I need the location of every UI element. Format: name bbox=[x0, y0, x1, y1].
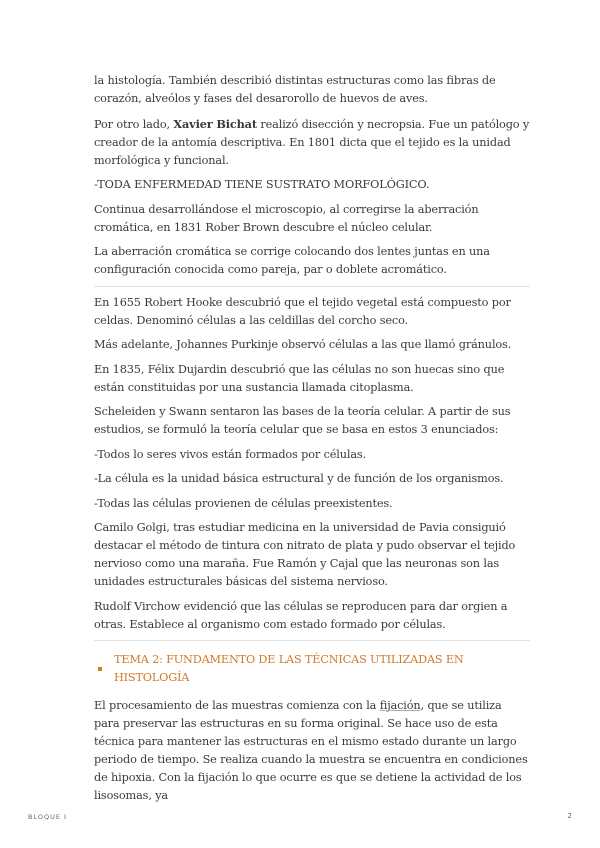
document-body bbox=[94, 72, 530, 812]
square-bullet-icon bbox=[98, 667, 102, 671]
paragraph: Camilo Golgi, tras estudiar medicina en la universidad de Pavia consiguió destacar el método de tintura con nitrato de plata y pudo observar el tejido nervioso como una maraña. Fue Ramón y Cajal que las neuronas son las unidades estructurales básicas del sistema nervioso. bbox=[94, 521, 516, 588]
divider bbox=[94, 286, 530, 287]
divider bbox=[94, 640, 530, 641]
paragraph: la histología. También describió distintas estructuras como las fibras de corazón, alveólos y fases del desarorollo de huevos de aves. bbox=[94, 74, 496, 105]
paragraph-text: , que se utiliza para preservar las estructuras en su forma original. Se hace uso de esta técnica para mantener las estructuras en el mismo estado durante un largo periodo de tiempo. Se realiza cuando la muestra se encuentra en condiciones de hipoxia. Con la fijación lo que ocurre es que se detiene la actividad de los lisosomas, ya bbox=[94, 699, 528, 802]
page-number: 2 bbox=[567, 812, 572, 820]
paragraph: Más adelante, Johannes Purkinje observó células a las que llamó gránulos. bbox=[94, 338, 512, 351]
paragraph: Rudolf Virchow evidenció que las células se reproducen para dar orgien a otras. Establece al organismo com estado formado por células. bbox=[94, 599, 508, 631]
section-heading-text: TEMA 2: FUNDAMENTO DE LAS TÉCNICAS UTILIZADAS EN HISTOLOGÍA bbox=[114, 653, 464, 684]
list-item: -Todas las células provienen de células preexistentes. bbox=[94, 496, 393, 510]
paragraph: La aberración cromática se corrige colocando dos lentes juntas en una configuración conocida como pareja, par o doblete acromático. bbox=[94, 245, 490, 276]
paragraph: Scheleiden y Swann sentaron las bases de la teoría celular. A partir de sus estudios, se formuló la teoría celular que se basa en estos 3 enunciados: bbox=[94, 405, 511, 436]
paragraph-bichat bbox=[94, 115, 530, 170]
paragraph: Continua desarrollándose el microscopio, al corregirse la aberración cromática, en 1831 Rober Brown descubre el núcleo celular. bbox=[94, 202, 479, 234]
bold-name: Xavier Bichat bbox=[173, 116, 257, 131]
paragraph-text: Por otro lado, bbox=[94, 117, 174, 131]
underlined-term: fijación bbox=[379, 699, 421, 712]
list-item: -La célula es la unidad básica estructural y de función de los organismos. bbox=[94, 472, 504, 485]
paragraph: -TODA ENFERMEDAD TIENE SUSTRATO MORFOLÓGICO. bbox=[94, 178, 430, 191]
section-heading bbox=[98, 651, 530, 687]
paragraph: En 1655 Robert Hooke descubrió que el tejido vegetal está compuesto por celdas. Denominó células a las celdillas del corcho seco. bbox=[94, 295, 511, 327]
paragraph-fijacion bbox=[94, 697, 530, 805]
footer-section-label: BLOQUE I bbox=[28, 813, 67, 821]
paragraph-text: El procesamiento de las muestras comienza con la bbox=[94, 699, 380, 712]
list-item: -Todos lo seres vivos están formados por células. bbox=[94, 447, 367, 461]
paragraph-text: realizó disección y necropsia. Fue un patólogo y creador de la antomía descriptiva. En 1801 dicta que el tejido es la unidad morfológica y funcional. bbox=[94, 117, 530, 167]
paragraph: En 1835, Félix Dujardin descubrió que las células no son huecas sino que están constituidas por una sustancia llamada citoplasma. bbox=[94, 362, 505, 394]
